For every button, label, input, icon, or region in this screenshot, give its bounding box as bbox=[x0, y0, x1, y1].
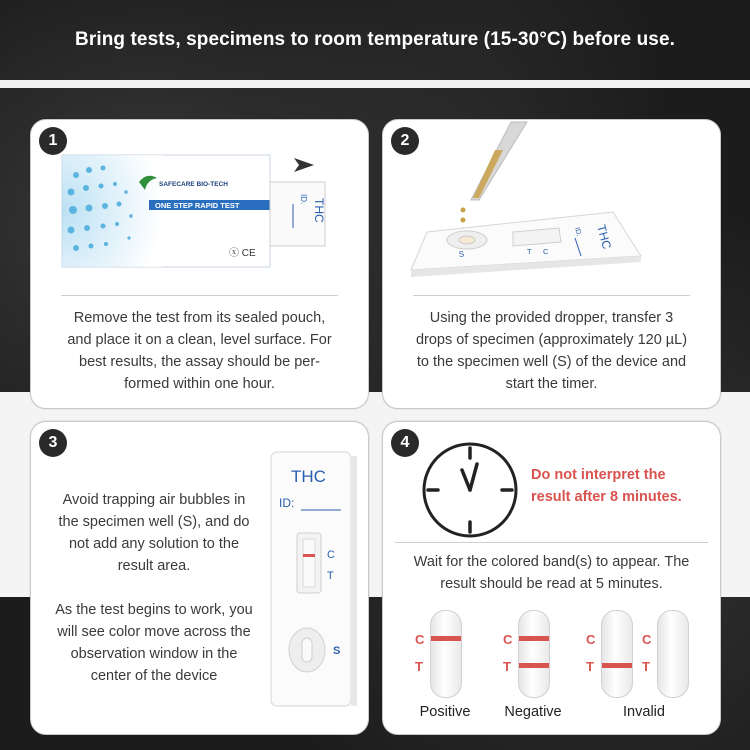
pouch-brand-label: SAFECARE BIO-TECH bbox=[159, 181, 228, 188]
header-divider bbox=[0, 80, 750, 88]
step-3-t-label: T bbox=[327, 570, 334, 582]
pouch-device-id-label: ID. bbox=[299, 194, 308, 205]
positive-c-label: C bbox=[415, 632, 425, 647]
clock-icon bbox=[420, 440, 520, 540]
invalid-strip-1 bbox=[601, 610, 633, 698]
negative-t-band bbox=[519, 663, 549, 668]
step-3-c-label: C bbox=[327, 549, 335, 561]
positive-t-label: T bbox=[415, 659, 423, 674]
step-3-s-label: S bbox=[333, 645, 341, 657]
step-1-text: Remove the test from its sealed pouch, and place it on a clean, level surface. For best results, the assay should be per- formed within one hour. bbox=[67, 310, 332, 392]
step-2-divider bbox=[413, 295, 690, 296]
step-2-id-label: ID. bbox=[573, 226, 583, 238]
test-device-illustration bbox=[269, 450, 359, 710]
positive-c-band bbox=[431, 636, 461, 641]
negative-c-label: C bbox=[503, 632, 513, 647]
step-2-s-label: S bbox=[458, 249, 465, 259]
header-bar bbox=[0, 0, 750, 80]
invalid-2-c-label: C bbox=[642, 632, 652, 647]
pouch-product-label: ONE STEP RAPID TEST bbox=[155, 201, 240, 210]
negative-c-band bbox=[519, 636, 549, 641]
step-2-t-label: T bbox=[527, 247, 532, 256]
step-3-drug-label: THC bbox=[291, 467, 326, 486]
test-pouch-illustration bbox=[31, 120, 368, 290]
step-card-3 bbox=[30, 421, 369, 735]
dropper-device-illustration bbox=[383, 120, 720, 290]
step-3-text-a: Avoid trapping air bubbles in the specimen well (S), and do not add any solution to the result area. bbox=[58, 492, 250, 574]
pouch-marks: ⓧ CE bbox=[229, 248, 256, 259]
pouch-device-drug-label: THC bbox=[312, 198, 326, 223]
step-card-2 bbox=[382, 119, 721, 409]
step-3-id-label: ID: bbox=[279, 496, 295, 510]
negative-strip bbox=[518, 610, 550, 698]
arrow-icon bbox=[294, 158, 314, 172]
step-2-c-label: C bbox=[543, 247, 549, 256]
step-card-4 bbox=[382, 421, 721, 735]
dropper-icon bbox=[471, 122, 527, 200]
negative-caption: Negative bbox=[504, 704, 562, 720]
invalid-1-t-band bbox=[602, 663, 632, 668]
invalid-caption: Invalid bbox=[623, 704, 665, 720]
invalid-2-t-label: T bbox=[642, 659, 650, 674]
invalid-1-c-label: C bbox=[586, 632, 596, 647]
positive-caption: Positive bbox=[419, 704, 471, 720]
invalid-1-t-label: T bbox=[586, 659, 594, 674]
negative-t-label: T bbox=[503, 659, 511, 674]
step-1-divider bbox=[61, 295, 338, 296]
step-card-1 bbox=[30, 119, 369, 409]
step-4-text: Wait for the colored band(s) to appear. The result should be read at 5 minutes. bbox=[413, 554, 690, 592]
step-badge-1: 1 bbox=[39, 127, 67, 155]
step-badge-4: 4 bbox=[391, 429, 419, 457]
page-title: Bring tests, specimens to room temperature (15-30°C) before use. bbox=[75, 29, 675, 50]
invalid-strip-2 bbox=[657, 610, 689, 698]
step-4-warning: Do not interpret the result after 8 minutes. bbox=[531, 467, 682, 505]
step-4-divider bbox=[395, 542, 708, 543]
step-2-text: Using the provided dropper, transfer 3 drops of specimen (approximately 120 µL) to the specimen well (S) of the device and start the timer. bbox=[415, 310, 688, 392]
step-3-text-b: As the test begins to work, you will see color move across the observation window in the center of the device bbox=[55, 602, 253, 684]
step-2-drug-label: THC bbox=[594, 223, 615, 251]
step-badge-3: 3 bbox=[39, 429, 67, 457]
step-badge-2: 2 bbox=[391, 127, 419, 155]
positive-strip bbox=[430, 610, 462, 698]
